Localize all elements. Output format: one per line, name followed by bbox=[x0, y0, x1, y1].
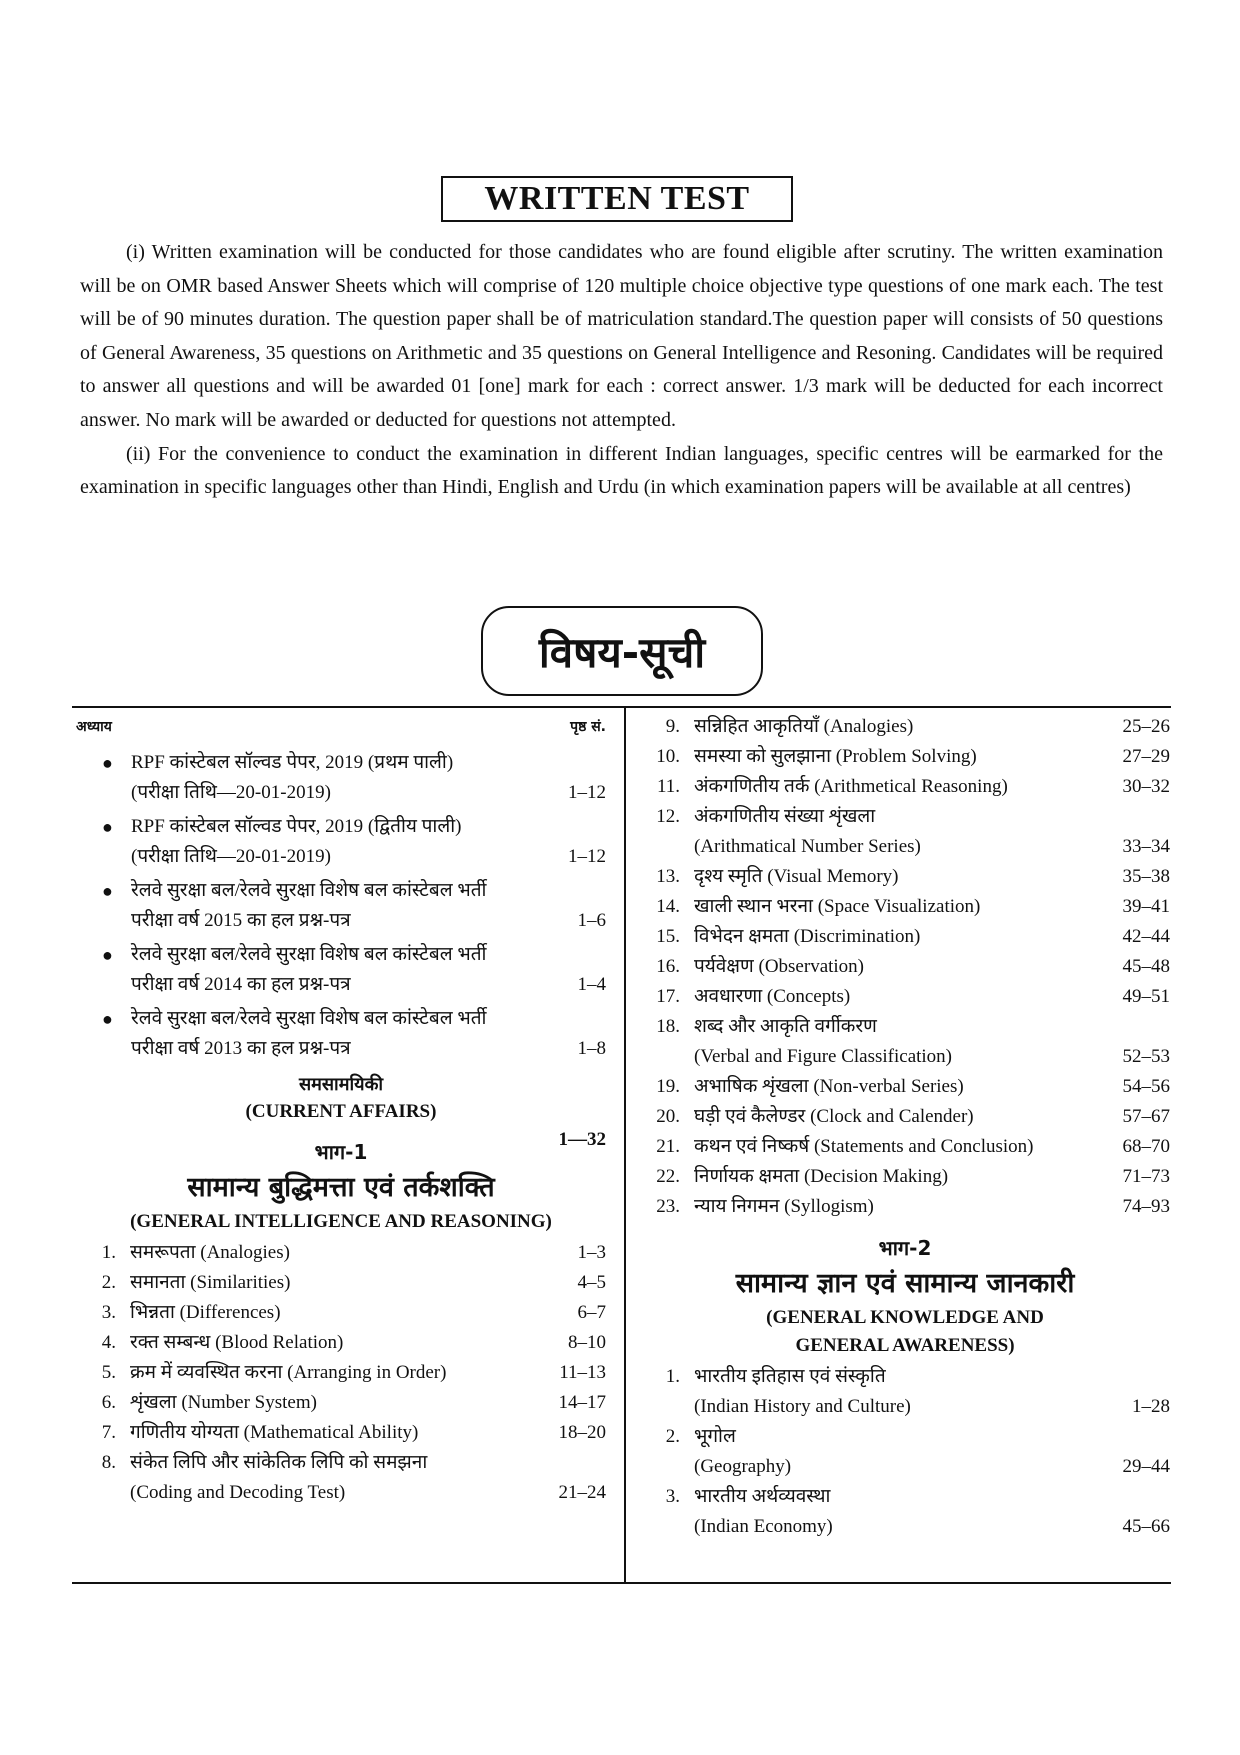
chapter-title: कथन एवं निष्कर्ष (Statements and Conclusion) bbox=[694, 1136, 1034, 1157]
chapter-number: 2. bbox=[101, 1272, 116, 1293]
chapter-number: 3. bbox=[665, 1486, 680, 1507]
paper-subtitle: परीक्षा वर्ष 2013 का हल प्रश्न-पत्र bbox=[131, 1038, 351, 1059]
toc-column-divider bbox=[624, 706, 626, 1583]
chapter-title: समस्या को सुलझाना (Problem Solving) bbox=[694, 746, 977, 767]
chapter-number: 1. bbox=[665, 1366, 680, 1387]
paper-entry[interactable] bbox=[76, 1004, 606, 1034]
header-chapter: अध्याय bbox=[76, 719, 112, 735]
chapter-row[interactable] bbox=[640, 1012, 1170, 1042]
chapter-row-cont bbox=[640, 832, 1170, 862]
bullet-icon: ● bbox=[102, 1009, 113, 1029]
paper-entry-cont bbox=[76, 842, 606, 872]
chapter-title-english: (Coding and Decoding Test) bbox=[130, 1482, 346, 1503]
chapter-number: 12. bbox=[656, 806, 680, 827]
chapter-title: भारतीय अर्थव्यवस्था bbox=[694, 1486, 831, 1507]
paper-page: 1–12 bbox=[568, 846, 606, 867]
paper-title: रेलवे सुरक्षा बल/रेलवे सुरक्षा विशेष बल कांस्टेबल भर्ती bbox=[131, 1008, 487, 1029]
chapter-row[interactable] bbox=[640, 1192, 1170, 1222]
part2-hindi-title: सामान्य ज्ञान एवं सामान्य जानकारी bbox=[735, 1268, 1075, 1299]
chapter-row[interactable] bbox=[76, 1358, 606, 1388]
chapter-row[interactable] bbox=[640, 952, 1170, 982]
current-affairs-english: (CURRENT AFFAIRS) bbox=[245, 1101, 437, 1122]
header-page: पृष्ठ सं. bbox=[570, 719, 606, 735]
chapter-number: 14. bbox=[656, 896, 680, 917]
toc-title: विषय-सूची bbox=[481, 606, 763, 696]
part2-english-title-line1: (GENERAL KNOWLEDGE AND bbox=[766, 1307, 1044, 1328]
chapter-page: 74–93 bbox=[1122, 1196, 1170, 1217]
chapter-title: भूगोल bbox=[694, 1426, 736, 1447]
chapter-row-cont bbox=[640, 1042, 1170, 1072]
chapter-number: 15. bbox=[656, 926, 680, 947]
chapter-row[interactable] bbox=[640, 982, 1170, 1012]
chapter-number: 17. bbox=[656, 986, 680, 1007]
part2-label: भाग-2 bbox=[878, 1236, 932, 1260]
bullet-icon: ● bbox=[102, 817, 113, 837]
chapter-page: 18–20 bbox=[558, 1422, 606, 1443]
chapter-title: भारतीय इतिहास एवं संस्कृति bbox=[694, 1366, 886, 1387]
chapter-page: 52–53 bbox=[1122, 1046, 1170, 1067]
paper-subtitle: परीक्षा वर्ष 2014 का हल प्रश्न-पत्र bbox=[131, 974, 351, 995]
chapter-page: 25–26 bbox=[1122, 716, 1170, 737]
chapter-title: खाली स्थान भरना (Space Visualization) bbox=[694, 896, 981, 917]
current-affairs-hindi: समसामयिकी bbox=[298, 1074, 384, 1095]
chapter-page: 45–66 bbox=[1122, 1516, 1170, 1537]
chapter-page: 39–41 bbox=[1122, 896, 1170, 917]
part1-hindi-title: सामान्य बुद्धिमत्ता एवं तर्कशक्ति bbox=[187, 1172, 495, 1203]
paper-page: 1–4 bbox=[577, 974, 606, 995]
chapter-title: समरूपता (Analogies) bbox=[130, 1242, 290, 1263]
chapter-row[interactable] bbox=[640, 922, 1170, 952]
chapter-title: गणितीय योग्यता (Mathematical Ability) bbox=[130, 1422, 419, 1443]
bullet-icon: ● bbox=[102, 881, 113, 901]
paper-entry-cont bbox=[76, 906, 606, 936]
chapter-page: 45–48 bbox=[1122, 956, 1170, 977]
chapter-number: 5. bbox=[101, 1362, 116, 1383]
chapter-page: 8–10 bbox=[568, 1332, 606, 1353]
chapter-row-cont bbox=[640, 1392, 1170, 1422]
chapter-page: 1–28 bbox=[1132, 1396, 1170, 1417]
chapter-page: 49–51 bbox=[1122, 986, 1170, 1007]
toc-top-rule bbox=[72, 706, 1171, 708]
paper-title: रेलवे सुरक्षा बल/रेलवे सुरक्षा विशेष बल कांस्टेबल भर्ती bbox=[131, 944, 487, 965]
paper-entry-cont bbox=[76, 970, 606, 1000]
chapter-page: 33–34 bbox=[1122, 836, 1170, 857]
written-test-title: WRITTEN TEST bbox=[441, 176, 793, 222]
chapter-title: संकेत लिपि और सांकेतिक लिपि को समझना bbox=[130, 1452, 428, 1473]
paper-title: RPF कांस्टेबल सॉल्वड पेपर, 2019 (प्रथम पाली) bbox=[131, 752, 454, 773]
chapter-page: 27–29 bbox=[1122, 746, 1170, 767]
chapter-row[interactable] bbox=[640, 1482, 1170, 1512]
current-affairs-page: 1—32 bbox=[558, 1129, 606, 1150]
chapter-number: 7. bbox=[101, 1422, 116, 1443]
chapter-title: विभेदन क्षमता (Discrimination) bbox=[694, 926, 921, 947]
chapter-title: समानता (Similarities) bbox=[130, 1272, 291, 1293]
written-test-body bbox=[80, 236, 1163, 505]
chapter-page: 14–17 bbox=[558, 1392, 606, 1413]
paper-entry[interactable] bbox=[76, 876, 606, 906]
paper-title: रेलवे सुरक्षा बल/रेलवे सुरक्षा विशेष बल कांस्टेबल भर्ती bbox=[131, 880, 487, 901]
chapter-number: 18. bbox=[656, 1016, 680, 1037]
chapter-title-english: (Verbal and Figure Classification) bbox=[694, 1046, 953, 1067]
chapter-title-english: (Geography) bbox=[694, 1456, 792, 1477]
chapter-title: घड़ी एवं कैलेण्डर (Clock and Calender) bbox=[694, 1106, 974, 1127]
chapter-page: 29–44 bbox=[1122, 1456, 1170, 1477]
chapter-page: 21–24 bbox=[558, 1482, 606, 1503]
paper-entry[interactable] bbox=[76, 812, 606, 842]
chapter-row[interactable] bbox=[640, 712, 1170, 742]
chapter-title: सन्निहित आकृतियाँ (Analogies) bbox=[694, 716, 914, 737]
chapter-row[interactable] bbox=[640, 772, 1170, 802]
part1-english-title: (GENERAL INTELLIGENCE AND REASONING) bbox=[130, 1211, 552, 1232]
bullet-icon: ● bbox=[102, 945, 113, 965]
chapter-row[interactable] bbox=[640, 742, 1170, 772]
chapter-row[interactable] bbox=[640, 802, 1170, 832]
chapter-title: क्रम में व्यवस्थित करना (Arranging in Order) bbox=[130, 1362, 447, 1383]
paper-page: 1–8 bbox=[577, 1038, 606, 1059]
chapter-title: निर्णायक क्षमता (Decision Making) bbox=[694, 1166, 949, 1187]
chapter-row[interactable] bbox=[640, 1362, 1170, 1392]
chapter-number: 4. bbox=[101, 1332, 116, 1353]
toc-left-column bbox=[76, 712, 606, 1508]
chapter-row[interactable] bbox=[76, 1268, 606, 1298]
chapter-number: 21. bbox=[656, 1136, 680, 1157]
chapter-number: 22. bbox=[656, 1166, 680, 1187]
paper-entry[interactable] bbox=[76, 940, 606, 970]
chapter-title: भिन्नता (Differences) bbox=[130, 1302, 281, 1323]
chapter-page: 11–13 bbox=[559, 1362, 606, 1383]
chapter-number: 8. bbox=[101, 1452, 116, 1473]
chapter-page: 54–56 bbox=[1122, 1076, 1170, 1097]
chapter-page: 71–73 bbox=[1122, 1166, 1170, 1187]
chapter-row[interactable] bbox=[76, 1388, 606, 1418]
chapter-title: अभाषिक शृंखला (Non-verbal Series) bbox=[694, 1076, 964, 1097]
chapter-row-cont bbox=[640, 1512, 1170, 1542]
part1-label: भाग-1 bbox=[314, 1140, 368, 1164]
chapter-title: अंकगणितीय संख्या शृंखला bbox=[694, 806, 876, 827]
chapter-page: 57–67 bbox=[1122, 1106, 1170, 1127]
chapter-number: 9. bbox=[665, 716, 680, 737]
chapter-row[interactable] bbox=[640, 1072, 1170, 1102]
toc-header bbox=[76, 712, 606, 742]
chapter-row[interactable] bbox=[640, 1422, 1170, 1452]
chapter-row-cont bbox=[76, 1478, 606, 1508]
chapter-title: न्याय निगमन (Syllogism) bbox=[694, 1196, 874, 1217]
chapter-number: 2. bbox=[665, 1426, 680, 1447]
chapter-number: 20. bbox=[656, 1106, 680, 1127]
chapter-row-cont bbox=[640, 1452, 1170, 1482]
chapter-number: 1. bbox=[101, 1242, 116, 1263]
chapter-row[interactable] bbox=[640, 862, 1170, 892]
paper-subtitle: (परीक्षा तिथि—20-01-2019) bbox=[131, 846, 331, 867]
chapter-row[interactable] bbox=[76, 1298, 606, 1328]
chapter-page: 1–3 bbox=[577, 1242, 606, 1263]
bullet-icon: ● bbox=[102, 753, 113, 773]
chapter-row[interactable] bbox=[76, 1238, 606, 1268]
chapter-row[interactable] bbox=[76, 1328, 606, 1358]
paper-entry-cont bbox=[76, 778, 606, 808]
paper-subtitle: (परीक्षा तिथि—20-01-2019) bbox=[131, 782, 331, 803]
toc-bottom-rule bbox=[72, 1582, 1171, 1584]
chapter-number: 6. bbox=[101, 1392, 116, 1413]
chapter-page: 68–70 bbox=[1122, 1136, 1170, 1157]
chapter-page: 42–44 bbox=[1122, 926, 1170, 947]
chapter-number: 10. bbox=[656, 746, 680, 767]
chapter-title-english: (Arithmatical Number Series) bbox=[694, 836, 921, 857]
chapter-number: 11. bbox=[656, 776, 680, 797]
current-affairs-entry[interactable] bbox=[76, 1098, 606, 1150]
chapter-title: पर्यवेक्षण (Observation) bbox=[694, 956, 865, 977]
paper-page: 1–6 bbox=[577, 910, 606, 931]
chapter-page: 30–32 bbox=[1122, 776, 1170, 797]
chapter-row[interactable] bbox=[640, 1162, 1170, 1192]
chapter-number: 13. bbox=[656, 866, 680, 887]
chapter-number: 3. bbox=[101, 1302, 116, 1323]
chapter-row[interactable] bbox=[76, 1418, 606, 1448]
chapter-row[interactable] bbox=[640, 892, 1170, 922]
chapter-title-english: (Indian History and Culture) bbox=[694, 1396, 911, 1417]
chapter-title: रक्त सम्बन्ध (Blood Relation) bbox=[130, 1332, 344, 1353]
chapter-page: 6–7 bbox=[577, 1302, 606, 1323]
paper-page: 1–12 bbox=[568, 782, 606, 803]
chapter-number: 23. bbox=[656, 1196, 680, 1217]
paper-title: RPF कांस्टेबल सॉल्वड पेपर, 2019 (द्वितीय पाली) bbox=[131, 816, 462, 837]
chapter-number: 19. bbox=[656, 1076, 680, 1097]
part2-english-title-line2: GENERAL AWARENESS) bbox=[795, 1335, 1015, 1356]
chapter-title: शब्द और आकृति वर्गीकरण bbox=[694, 1016, 877, 1037]
paragraph-2: (ii) For the convenience to conduct the examination in different Indian languages, specific centres will be earmarked for the examination in specific languages other than Hindi, English and Urdu (in which examination papers will be available at all centres) bbox=[80, 442, 1163, 499]
chapter-title: अंकगणितीय तर्क (Arithmetical Reasoning) bbox=[694, 776, 1008, 797]
chapter-row[interactable] bbox=[640, 1102, 1170, 1132]
chapter-page: 4–5 bbox=[577, 1272, 606, 1293]
toc-right-column bbox=[640, 712, 1170, 1542]
paragraph-1: (i) Written examination will be conducted for those candidates who are found eligible after scrutiny. The written examination will be on OMR based Answer Sheets which will comprise of 120 multiple choice objective type questions of one mark each. The test will be of 90 minutes duration. The question paper shall be of matriculation standard.The question paper will consists of 50 questions of General Awareness, 35 questions on Arithmetic and 35 questions on General Intelligence and Resoning. Candidates will be required to answer all questions and will be awarded 01 [one] mark for each : correct answer. 1/3 mark will be deducted for each incorrect answer. No mark will be awarded or deducted for questions not attempted. bbox=[80, 241, 1163, 431]
chapter-title-english: (Indian Economy) bbox=[694, 1516, 833, 1537]
chapter-title: अवधारणा (Concepts) bbox=[694, 986, 851, 1007]
chapter-title: दृश्य स्मृति (Visual Memory) bbox=[694, 866, 899, 887]
chapter-number: 16. bbox=[656, 956, 680, 977]
chapter-page: 35–38 bbox=[1122, 866, 1170, 887]
paper-entry-cont bbox=[76, 1034, 606, 1064]
chapter-row[interactable] bbox=[640, 1132, 1170, 1162]
paper-entry[interactable] bbox=[76, 748, 606, 778]
paper-subtitle: परीक्षा वर्ष 2015 का हल प्रश्न-पत्र bbox=[131, 910, 351, 931]
chapter-title: शृंखला (Number System) bbox=[130, 1392, 317, 1413]
chapter-row[interactable] bbox=[76, 1448, 606, 1478]
